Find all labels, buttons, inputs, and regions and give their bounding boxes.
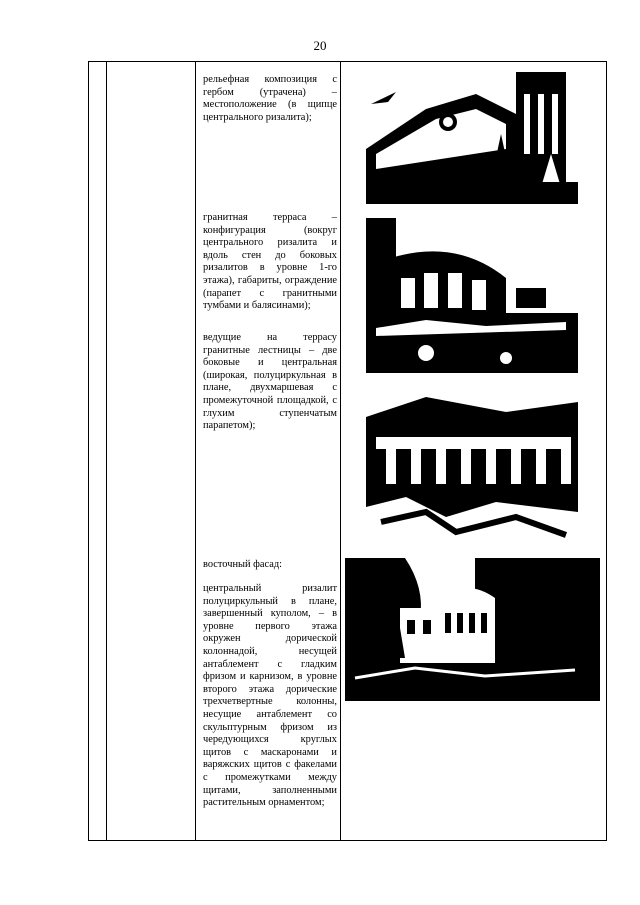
column-divider-1 (106, 62, 107, 840)
photo-east-facade (345, 558, 600, 701)
photo-pediment-relief (366, 64, 578, 204)
text-east-facade-description: центральный ризалит полуциркульный в плане, завершенный куполом, – в уровне первого этажа окружен дорической колоннадой, несущей антаблемент с гладким фризом и карнизом, в уровне второго этажа дорические трехчетвертные колонны, несущие антаблемент со скульптурным фризом из чередующихся круглых щитов с маскаронами и варяжских щитов с факелами с промежутками между щитами, заполненными растительным орнаментом; (203, 583, 337, 809)
photo-stairs-balustrade (366, 387, 578, 544)
text-east-facade-heading: восточный фасад: (203, 559, 283, 570)
column-divider-3 (340, 62, 341, 840)
column-divider-2 (195, 62, 196, 840)
photo-granite-terrace (366, 218, 578, 373)
page-number: 20 (313, 38, 327, 53)
text-relief-composition: рельефная композиция с гербом (утрачена) – местоположение (в щипце центрального ризалита); (203, 74, 337, 123)
text-granite-stairs: ведущие на террасу гранитные лестницы – две боковые и центральная (широкая, полуциркульная в плане, двухмаршевая с промежуточной площадкой, с глухим ступенчатым парапетом); (203, 332, 337, 432)
text-granite-terrace: гранитная терраса – конфигурация (вокруг центрального ризалита и вдоль стен до боковых ризалитов в уровне 1-го этажа), габариты, ограждение (парапет с гранитными тумбами и балясинами); (203, 212, 337, 312)
